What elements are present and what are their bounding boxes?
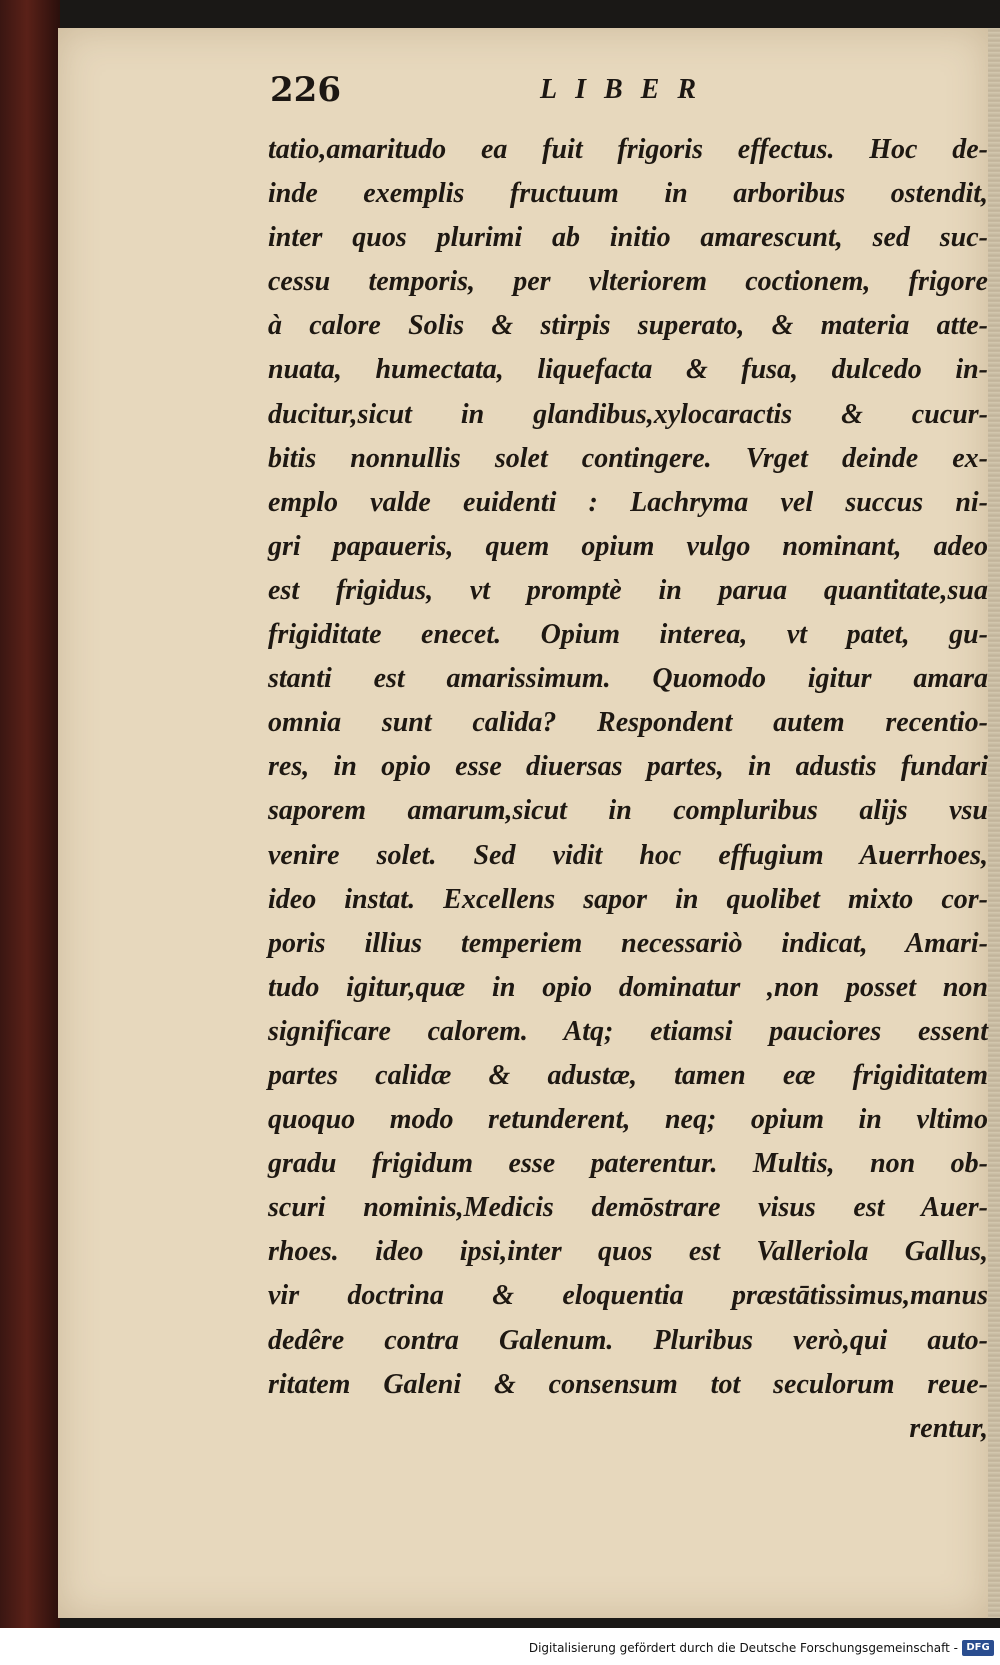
funding-credit: Digitalisierung gefördert durch die Deutsche Forschungsgemeinschaft -	[528, 1641, 958, 1655]
text-line: res, in opio esse diuersas partes, in adustis fundari	[268, 751, 988, 783]
text-line: tudo igitur,quæ in opio dominatur ,non posset non	[268, 971, 988, 1003]
text-line: nuata, humectata, liquefacta & fusa, dulcedo in-	[268, 354, 988, 386]
text-line: inde exemplis fructuum in arboribus ostendit,	[268, 178, 988, 210]
book-binding	[0, 0, 60, 1628]
text-line: cessu temporis, per vlteriorem coctionem, frigore	[268, 266, 988, 298]
text-line: est frigidus, vt promptè in parua quantitate,sua	[268, 574, 988, 606]
text-line: ideo instat. Excellens sapor in quolibet mixto cor-	[268, 883, 988, 915]
text-line: gri papaueris, quem opium vulgo nominant, adeo	[268, 530, 988, 562]
catchword: rentur,	[909, 1412, 988, 1444]
text-line: poris illius temperiem necessariò indicat, Amari-	[268, 927, 988, 959]
text-line: gradu frigidum esse paterentur. Multis, non ob-	[268, 1148, 988, 1180]
text-line: significare calorem. Atq; etiamsi pauciores essent	[268, 1015, 988, 1047]
text-line: rhoes. ideo ipsi,inter quos est Valleriola Gallus,	[268, 1236, 988, 1268]
text-line: dedêre contra Galenum. Pluribus verò,qui auto-	[268, 1324, 988, 1356]
body-text	[268, 128, 988, 1451]
text-line: stanti est amarissimum. Quomodo igitur amara	[268, 663, 988, 695]
text-line: vir doctrina & eloquentia præstātissimus,manus	[268, 1280, 988, 1312]
text-line: à calore Solis & stirpis superato, & materia atte-	[268, 310, 988, 342]
text-line: emplo valde euidenti : Lachryma vel succus ni-	[268, 486, 988, 518]
text-line: ducitur,sicut in glandibus,xylocaractis & cucur-	[268, 398, 988, 430]
text-line: bitis nonnullis solet contingere. Vrget deinde ex-	[268, 442, 988, 474]
text-line: partes calidæ & adustæ, tamen eæ frigiditatem	[268, 1059, 988, 1091]
page-header	[270, 70, 950, 120]
dfg-logo: DFG	[962, 1640, 994, 1656]
page-fore-edge	[988, 28, 1000, 1618]
running-head: LIBER	[540, 74, 715, 105]
text-line: inter quos plurimi ab initio amarescunt, sed suc-	[268, 222, 988, 254]
text-line: quoquo modo retunderent, neq; opium in vltimo	[268, 1104, 988, 1136]
text-line: tatio,amaritudo ea fuit frigoris effectus. Hoc de-	[268, 134, 988, 165]
text-line: scuri nominis,Medicis demōstrare visus est Auer-	[268, 1192, 988, 1224]
text-line: frigiditate enecet. Opium interea, vt patet, gu-	[268, 619, 988, 651]
digitization-footer	[0, 1632, 1000, 1665]
page-number: 226	[270, 70, 341, 110]
text-line: ritatem Galeni & consensum tot seculorum reue-	[268, 1368, 988, 1400]
text-line: saporem amarum,sicut in compluribus alijs vsu	[268, 795, 988, 827]
text-line: omnia sunt calida? Respondent autem recentio-	[268, 707, 988, 739]
text-line: venire solet. Sed vidit hoc effugium Auerrhoes,	[268, 839, 988, 871]
